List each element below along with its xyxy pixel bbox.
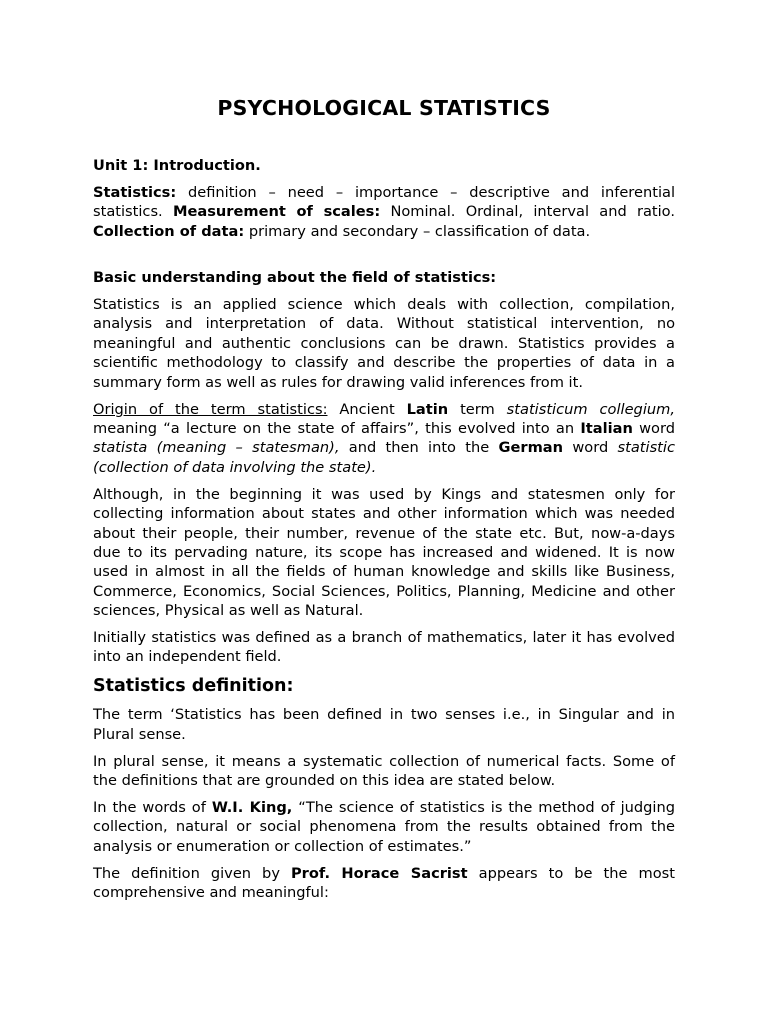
basic-paragraph: Statistics is an applied science which deals with collection, compilation, analysis and interpretation of data. Without statistical intervention, no meaningful and authentic conclusions can be drawn. Statistics provides a scientific methodology to classify and describe the properties of data in a summary form as well as rules for drawing valid inferences from it. — [93, 296, 675, 391]
history-paragraph: Although, in the beginning it was used by Kings and statesmen only for collecting information about states and other information which was needed about their people, their number, revenue of the state etc. But, now-a-days due to its pervading nature, its scope has increased and widened. It is now used in almost in all the fields of human knowledge and skills like Business, Commerce, Economics, Social Sciences, Politics, Planning, Medicine and other sciences, Physical as well as Natural. — [93, 485, 675, 620]
senses-paragraph: The term ‘Statistics has been defined in two senses i.e., in Singular and in Plural sense. — [93, 706, 675, 743]
measurement-label: Measurement of scales: — [172, 203, 381, 221]
sacrist-paragraph: The definition given by Prof. Horace Sacrist appears to be the most comprehensive and meaningful: — [93, 864, 675, 902]
unit-syllabus: Statistics: definition – need – importance – descriptive and inferential statistics. Measurement of scales: Nominal. Ordinal, interval and ratio. Collection of data: primary and secondary – classification of data. — [93, 183, 675, 240]
initially-paragraph: Initially statistics was defined as a branch of mathematics, later it has evolved into an independent field. — [93, 629, 675, 666]
plural-paragraph: In plural sense, it means a systematic collection of numerical facts. Some of the definitions that are grounded on this idea are stated below. — [93, 752, 675, 790]
document-body — [93, 156, 675, 903]
collection-label: Collection of data: — [93, 222, 245, 240]
page-title: PSYCHOLOGICAL STATISTICS — [217, 96, 551, 120]
basic-heading: Basic understanding about the field of statistics: — [93, 269, 497, 287]
definition-heading: Statistics definition: — [93, 675, 294, 696]
king-paragraph: In the words of W.I. King, “The science of statistics is the method of judging collection, natural or social phenomena from the results obtained from the analysis or enumeration or collection of estimates.” — [93, 798, 676, 855]
unit-heading: Unit 1: Introduction. — [93, 157, 261, 174]
statistics-label: Statistics: — [93, 183, 177, 201]
origin-label: Origin of the term statistics: — [93, 400, 328, 418]
origin-paragraph: Origin of the term statistics: Ancient Latin term statisticum collegium, meaning “a lecture on the state of affairs”, this evolved into an Italian word statista (meaning – statesman), and then into the German word statistic (collection of data involving the state). — [93, 400, 675, 476]
